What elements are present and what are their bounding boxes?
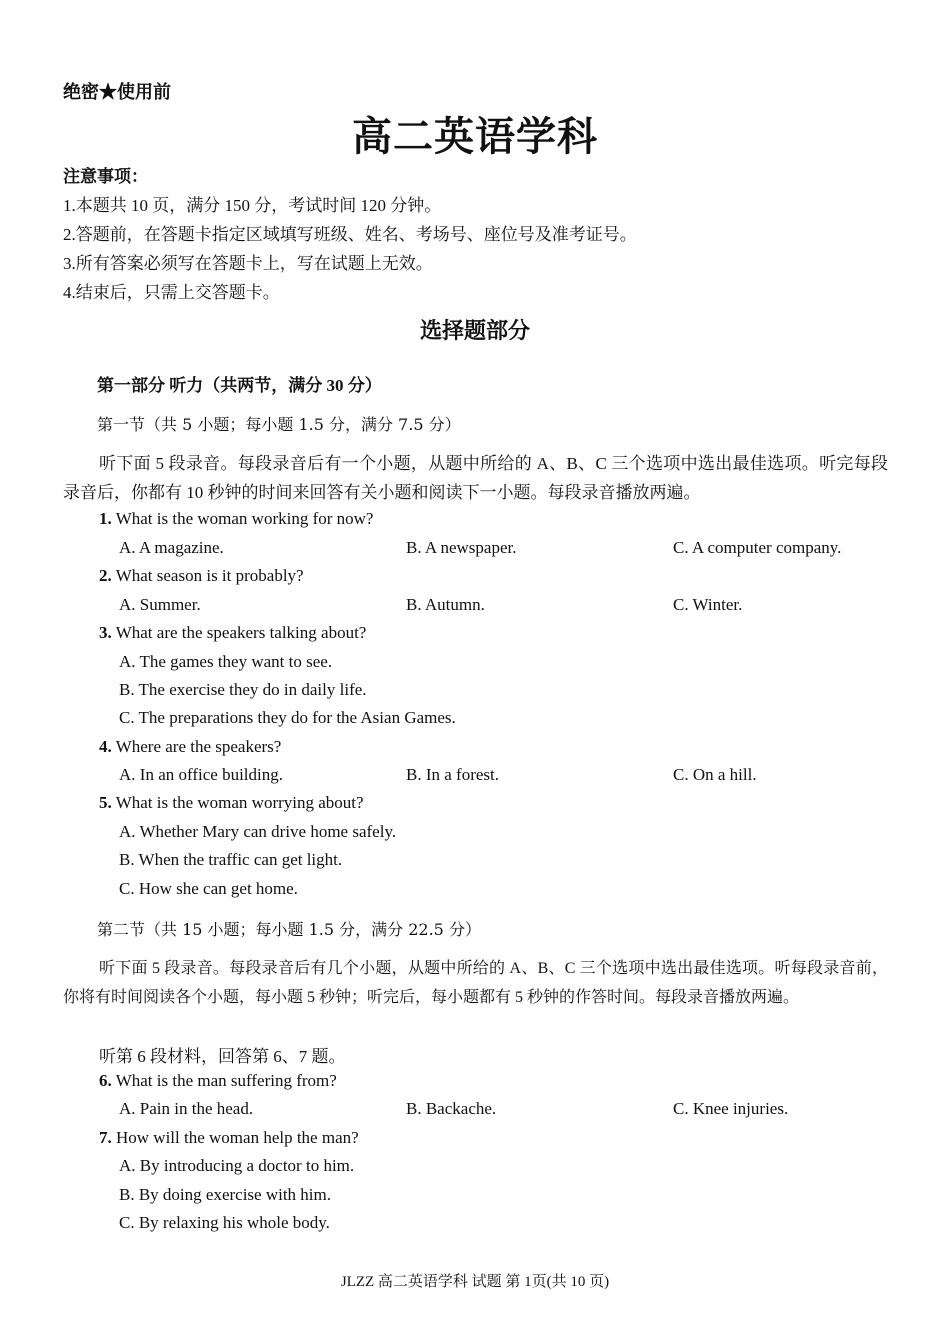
subsection-heading: 第二节（共 15 小题；每小题 1.5 分，满分 22.5 分）: [97, 920, 481, 939]
question-number: 1.: [99, 509, 112, 528]
material-note: 听第 6 段材料，回答第 6、7 题。: [99, 1047, 346, 1066]
question-number: 5.: [99, 793, 112, 812]
question-number: 3.: [99, 623, 112, 642]
notice-item: 4.结束后，只需上交答题卡。: [63, 283, 280, 302]
option-a: A. Pain in the head.: [119, 1099, 254, 1118]
option-b: B. The exercise they do in daily life.: [119, 680, 367, 699]
option-c: C. By relaxing his whole body.: [119, 1213, 330, 1232]
question-number: 6.: [99, 1071, 112, 1090]
option-b: B. Autumn.: [406, 595, 485, 614]
option-c: C. How she can get home.: [119, 879, 298, 898]
question-number: 4.: [99, 737, 112, 756]
section-heading: 选择题部分: [419, 318, 530, 343]
page-title: 高二英语学科: [352, 114, 598, 159]
option-c: C. Winter.: [673, 595, 743, 614]
instructions-paragraph: 听下面 5 段录音。每段录音后有一个小题，从题中所给的 A、B、C 三个选项中选出最佳选项。听完每段录音后，你都有 10 秒钟的时间来回答有关小题和阅读下一小题。每段录音播放两遍。: [63, 454, 888, 502]
option-c: C. Knee injuries.: [673, 1099, 789, 1118]
instructions-paragraph: 听下面 5 段录音。每段录音后有几个小题，从题中所给的 A、B、C 三个选项中选出最佳选项。听每段录音前，你将有时间阅读各个小题，每小题 5 秒钟；听完后，每小题都有 5 秒钟的作答时间。每段录音播放两遍。: [63, 960, 888, 1006]
option-a: A. The games they want to see.: [119, 652, 333, 671]
confidential-label: 绝密★使用前: [63, 82, 171, 102]
option-b: B. In a forest.: [406, 765, 500, 784]
option-b: B. Backache.: [406, 1099, 497, 1118]
option-a: A. A magazine.: [119, 538, 224, 557]
question-number: 7.: [99, 1128, 112, 1147]
question-stem: [99, 1128, 359, 1148]
question-stem: [99, 793, 364, 813]
question-stem: [99, 1071, 337, 1091]
question-text: What season is it probably?: [115, 566, 304, 585]
notice-item: 1.本题共 10 页，满分 150 分，考试时间 120 分钟。: [63, 196, 442, 215]
subsection-heading: 第一节（共 5 小题；每小题 1.5 分，满分 7.5 分）: [97, 415, 461, 434]
question-stem: [99, 623, 366, 643]
option-b: B. A newspaper.: [406, 538, 517, 557]
option-a: A. By introducing a doctor to him.: [119, 1156, 355, 1175]
question-stem: [99, 509, 373, 529]
notice-item: 2.答题前，在答题卡指定区域填写班级、姓名、考场号、座位号及准考证号。: [63, 225, 637, 244]
question-text: Where are the speakers?: [115, 737, 282, 756]
question-stem: [99, 737, 281, 757]
option-a: A. Summer.: [119, 595, 201, 614]
question-text: What is the woman worrying about?: [115, 793, 364, 812]
question-text: What are the speakers talking about?: [115, 623, 367, 642]
question-text: What is the man suffering from?: [115, 1071, 337, 1090]
option-c: C. On a hill.: [673, 765, 757, 784]
option-c: C. A computer company.: [673, 538, 842, 557]
question-text: How will the woman help the man?: [116, 1128, 359, 1147]
option-c: C. The preparations they do for the Asian Games.: [119, 708, 456, 727]
option-b: B. By doing exercise with him.: [119, 1185, 332, 1204]
option-a: A. In an office building.: [119, 765, 283, 784]
option-a: A. Whether Mary can drive home safely.: [119, 822, 397, 841]
notice-heading: 注意事项：: [63, 167, 148, 186]
option-b: B. When the traffic can get light.: [119, 850, 343, 869]
question-text: What is the woman working for now?: [115, 509, 374, 528]
question-number: 2.: [99, 566, 112, 585]
notice-item: 3.所有答案必须写在答题卡上，写在试题上无效。: [63, 254, 433, 273]
page-footer: JLZZ 高二英语学科 试题 第 1页(共 10 页): [340, 1274, 610, 1290]
part-heading: 第一部分 听力（共两节，满分 30 分）: [97, 376, 382, 395]
question-stem: [99, 566, 304, 586]
